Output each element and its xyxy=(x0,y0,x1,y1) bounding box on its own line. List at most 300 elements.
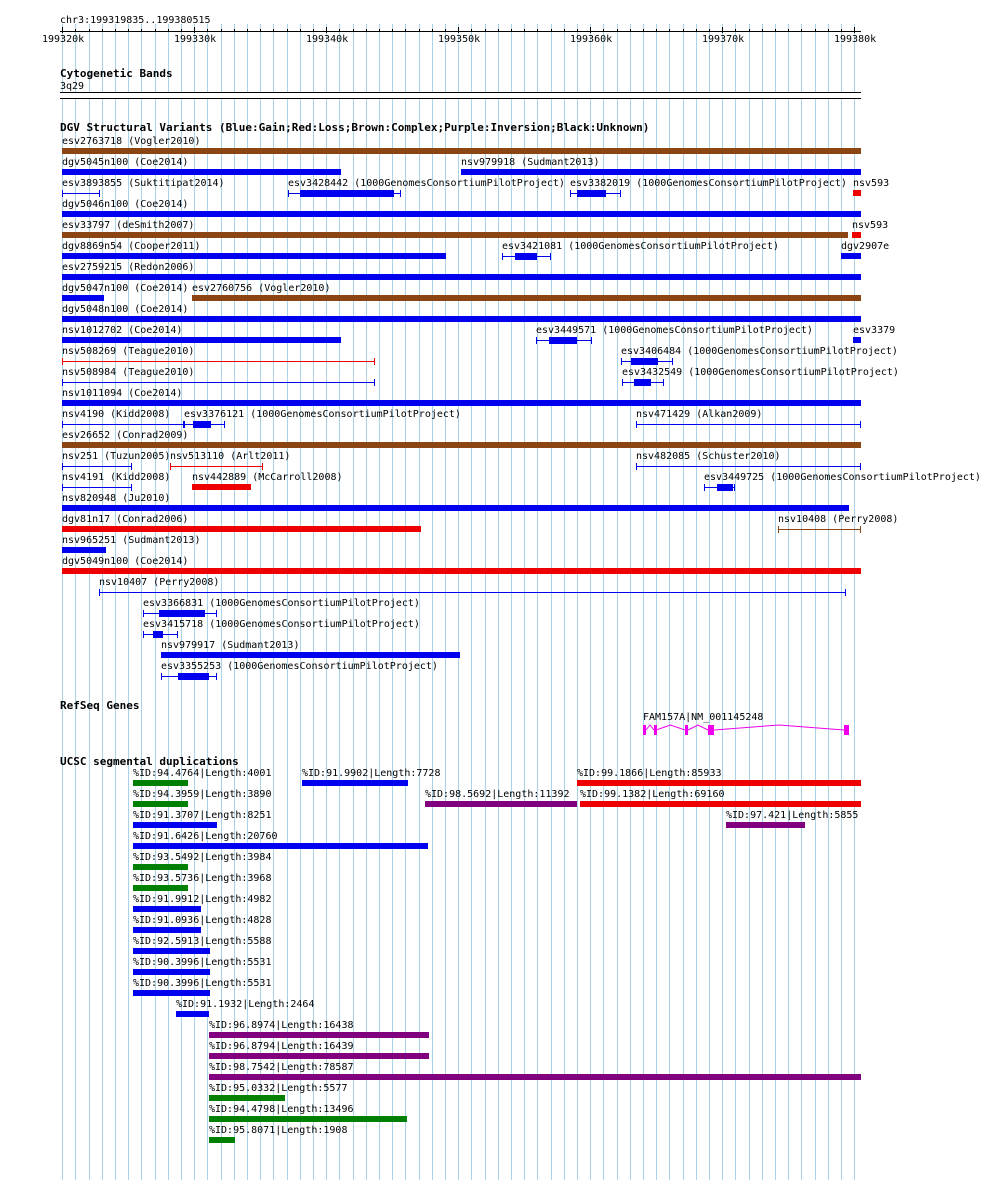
segdup-label[interactable]: %ID:93.5736|Length:3968 xyxy=(133,873,272,884)
grid-line xyxy=(445,24,446,1180)
dgv-feature-bar[interactable] xyxy=(62,169,341,175)
segdup-bar[interactable] xyxy=(580,801,861,807)
dgv-feature-cap xyxy=(374,358,375,365)
dgv-feature-label[interactable]: nsv1011094 (Coe2014) xyxy=(62,388,183,399)
dgv-feature-label[interactable]: esv3382019 (1000GenomesConsortiumPilotProject) xyxy=(570,178,847,189)
dgv-feature-label[interactable]: nsv593 xyxy=(852,220,889,231)
dgv-feature-label[interactable]: esv3415718 (1000GenomesConsortiumPilotProject) xyxy=(143,619,420,630)
ruler-tick-label: 199360k xyxy=(570,34,613,45)
dgv-feature-block[interactable] xyxy=(153,631,163,638)
grid-line xyxy=(89,24,90,1180)
dgv-feature-block[interactable] xyxy=(549,337,577,344)
dgv-feature-label[interactable]: nsv442889 (McCarroll2008) xyxy=(192,472,343,483)
grid-line xyxy=(683,24,684,1180)
ruler-minor-tick xyxy=(89,29,90,32)
segdup-label[interactable]: %ID:96.8794|Length:16439 xyxy=(209,1041,354,1052)
segdup-label[interactable]: %ID:94.4798|Length:13496 xyxy=(209,1104,354,1115)
dgv-feature-label[interactable]: dgv81n17 (Conrad2006) xyxy=(62,514,189,525)
dgv-feature-line[interactable] xyxy=(99,592,846,593)
segdup-label[interactable]: %ID:91.0936|Length:4828 xyxy=(133,915,272,926)
segdup-label[interactable]: %ID:91.1932|Length:2464 xyxy=(176,999,315,1010)
dgv-feature-bar[interactable] xyxy=(853,190,861,196)
dgv-feature-label[interactable]: nsv979918 (Sudmant2013) xyxy=(461,157,600,168)
dgv-feature-label[interactable]: nsv4190 (Kidd2008) xyxy=(62,409,171,420)
ruler-major-tick xyxy=(458,27,459,33)
gene-exon xyxy=(685,725,688,735)
ruler-minor-tick xyxy=(709,29,710,32)
dgv-feature-label[interactable]: nsv482085 (Schuster2010) xyxy=(636,451,781,462)
grid-line xyxy=(75,24,76,1180)
grid-line xyxy=(828,24,829,1180)
ruler-minor-tick xyxy=(524,29,525,32)
dgv-feature-block[interactable] xyxy=(631,358,658,365)
segdup-label[interactable]: %ID:99.1382|Length:69160 xyxy=(580,789,725,800)
segdup-bar[interactable] xyxy=(133,843,428,849)
ruler-minor-tick xyxy=(498,29,499,32)
gene-label[interactable]: FAM157A|NM_001145248 xyxy=(643,712,764,723)
dgv-feature-line[interactable] xyxy=(636,424,861,425)
dgv-feature-cap xyxy=(704,484,705,491)
segdup-bar[interactable] xyxy=(209,1116,407,1122)
dgv-feature-label[interactable]: nsv10408 (Perry2008) xyxy=(778,514,899,525)
ruler-tick-label: 199330k xyxy=(174,34,217,45)
ruler-minor-tick xyxy=(141,29,142,32)
dgv-feature-label[interactable]: dgv5046n100 (Coe2014) xyxy=(62,199,189,210)
ruler-minor-tick xyxy=(128,29,129,32)
dgv-feature-bar[interactable] xyxy=(192,484,251,490)
ruler-major-tick xyxy=(590,27,591,33)
dgv-feature-bar[interactable] xyxy=(62,568,861,574)
dgv-feature-cap xyxy=(99,190,100,197)
segdup-bar[interactable] xyxy=(209,1095,285,1101)
grid-line xyxy=(115,24,116,1180)
dgv-feature-label[interactable]: esv3376121 (1000GenomesConsortiumPilotProject) xyxy=(184,409,461,420)
ruler-minor-tick xyxy=(115,29,116,32)
dgv-feature-label[interactable]: dgv5048n100 (Coe2014) xyxy=(62,304,189,315)
dgv-feature-label[interactable]: nsv979917 (Sudmant2013) xyxy=(161,640,300,651)
segdup-label[interactable]: %ID:98.7542|Length:78587 xyxy=(209,1062,354,1073)
ruler-minor-tick xyxy=(788,29,789,32)
grid-line xyxy=(102,24,103,1180)
dgv-feature-cap xyxy=(620,190,621,197)
dgv-feature-cap xyxy=(99,589,100,596)
gene-intron xyxy=(714,725,844,730)
dgv-feature-cap xyxy=(184,421,185,428)
dgv-feature-label[interactable]: esv33797 (deSmith2007) xyxy=(62,220,195,231)
segdup-track-title: UCSC segmental duplications xyxy=(60,755,239,768)
dgv-feature-label[interactable]: esv3379 xyxy=(853,325,896,336)
dgv-feature-cap xyxy=(62,463,63,470)
ruler-minor-tick xyxy=(537,29,538,32)
dgv-feature-block[interactable] xyxy=(193,421,211,428)
ruler-minor-tick xyxy=(630,29,631,32)
ruler-minor-tick xyxy=(551,29,552,32)
ruler-minor-tick xyxy=(564,29,565,32)
dgv-feature-cap xyxy=(62,421,63,428)
segdup-bar[interactable] xyxy=(133,969,210,975)
dgv-feature-label[interactable]: nsv513110 (Arlt2011) xyxy=(170,451,291,462)
dgv-feature-cap xyxy=(216,610,217,617)
dgv-feature-cap xyxy=(216,673,217,680)
ruler-minor-tick xyxy=(392,29,393,32)
grid-line xyxy=(854,24,855,1180)
dgv-feature-cap xyxy=(131,484,132,491)
segdup-bar[interactable] xyxy=(209,1053,429,1059)
ruler-major-tick xyxy=(62,27,63,33)
ruler-major-tick xyxy=(722,27,723,33)
dgv-feature-label[interactable]: dgv5045n100 (Coe2014) xyxy=(62,157,189,168)
dgv-feature-cap xyxy=(860,526,861,533)
dgv-feature-bar[interactable] xyxy=(62,442,861,448)
segdup-bar[interactable] xyxy=(133,780,188,786)
dgv-feature-cap xyxy=(62,190,63,197)
dgv-feature-cap xyxy=(860,463,861,470)
dgv-feature-cap xyxy=(622,379,623,386)
ruler-minor-tick xyxy=(181,29,182,32)
segdup-label[interactable]: %ID:90.3996|Length:5531 xyxy=(133,978,272,989)
ruler-minor-tick xyxy=(353,29,354,32)
dgv-track-title: DGV Structural Variants (Blue:Gain;Red:Loss;Brown:Complex;Purple:Inversion;Black:Unknown) xyxy=(60,121,650,134)
grid-line xyxy=(485,24,486,1180)
dgv-feature-block[interactable] xyxy=(634,379,651,386)
dgv-feature-bar[interactable] xyxy=(852,232,861,238)
gene-model[interactable] xyxy=(643,723,862,737)
segdup-bar[interactable] xyxy=(176,1011,209,1017)
dgv-feature-cap xyxy=(170,463,171,470)
dgv-feature-bar[interactable] xyxy=(62,505,849,511)
ruler-minor-tick xyxy=(815,29,816,32)
ruler-minor-tick xyxy=(762,29,763,32)
ruler-tick-label: 199380k xyxy=(834,34,877,45)
segdup-label[interactable]: %ID:91.3707|Length:8251 xyxy=(133,810,272,821)
dgv-feature-label[interactable]: esv3432549 (1000GenomesConsortiumPilotProject) xyxy=(622,367,899,378)
dgv-feature-line[interactable] xyxy=(62,382,375,383)
refseq-track-title: RefSeq Genes xyxy=(60,699,140,712)
dgv-feature-label[interactable]: esv3366831 (1000GenomesConsortiumPilotProject) xyxy=(143,598,420,609)
dgv-feature-label[interactable]: nsv471429 (Alkan2009) xyxy=(636,409,763,420)
ruler-minor-tick xyxy=(471,29,472,32)
dgv-feature-cap xyxy=(62,484,63,491)
ruler-minor-tick xyxy=(828,29,829,32)
gene-intron xyxy=(656,725,685,730)
dgv-feature-bar[interactable] xyxy=(461,169,861,175)
segdup-bar[interactable] xyxy=(425,801,577,807)
dgv-feature-label[interactable]: nsv1012702 (Coe2014) xyxy=(62,325,183,336)
dgv-feature-cap xyxy=(570,190,571,197)
grid-line xyxy=(709,24,710,1180)
segdup-bar[interactable] xyxy=(133,885,188,891)
dgv-feature-bar[interactable] xyxy=(62,316,861,322)
dgv-feature-line[interactable] xyxy=(778,529,861,530)
dgv-feature-cap xyxy=(161,673,162,680)
cytoband-track-title: Cytogenetic Bands xyxy=(60,67,173,80)
dgv-feature-label[interactable]: nsv965251 (Sudmant2013) xyxy=(62,535,201,546)
dgv-feature-cap xyxy=(177,631,178,638)
dgv-feature-bar[interactable] xyxy=(841,253,861,259)
grid-line xyxy=(432,24,433,1180)
dgv-feature-cap xyxy=(778,526,779,533)
segdup-label[interactable]: %ID:93.5492|Length:3984 xyxy=(133,852,272,863)
ruler-minor-tick xyxy=(577,29,578,32)
ruler-minor-tick xyxy=(617,29,618,32)
dgv-feature-cap xyxy=(845,589,846,596)
grid-line xyxy=(630,24,631,1180)
ruler-tick-label: 199320k xyxy=(42,34,85,45)
segdup-bar[interactable] xyxy=(133,927,201,933)
segdup-bar[interactable] xyxy=(209,1137,235,1143)
ruler-minor-tick xyxy=(155,29,156,32)
segdup-bar[interactable] xyxy=(209,1074,861,1080)
dgv-feature-label[interactable]: esv3449571 (1000GenomesConsortiumPilotProject) xyxy=(536,325,813,336)
dgv-feature-line[interactable] xyxy=(170,466,263,467)
grid-line xyxy=(788,24,789,1180)
ruler-minor-tick xyxy=(841,29,842,32)
dgv-feature-bar[interactable] xyxy=(853,337,861,343)
segdup-label[interactable]: %ID:99.1866|Length:85933 xyxy=(577,768,722,779)
grid-line xyxy=(511,24,512,1180)
dgv-feature-label[interactable]: nsv508269 (Teague2010) xyxy=(62,346,195,357)
ruler-minor-tick xyxy=(300,29,301,32)
gene-exon xyxy=(708,725,714,735)
segdup-label[interactable]: %ID:96.8974|Length:16438 xyxy=(209,1020,354,1031)
grid-line xyxy=(590,24,591,1180)
grid-line xyxy=(801,24,802,1180)
dgv-feature-line[interactable] xyxy=(62,487,132,488)
dgv-feature-label[interactable]: nsv10407 (Perry2008) xyxy=(99,577,220,588)
dgv-feature-block[interactable] xyxy=(178,673,209,680)
ruler-minor-tick xyxy=(405,29,406,32)
ruler-minor-tick xyxy=(260,29,261,32)
cytoband-label: 3q29 xyxy=(60,81,85,92)
dgv-feature-cap xyxy=(262,463,263,470)
ruler-minor-tick xyxy=(749,29,750,32)
segdup-label[interactable]: %ID:98.5692|Length:11392 xyxy=(425,789,570,800)
dgv-feature-cap xyxy=(636,421,637,428)
dgv-feature-cap xyxy=(550,253,551,260)
dgv-feature-cap xyxy=(62,379,63,386)
grid-line xyxy=(669,24,670,1180)
ruler-minor-tick xyxy=(735,29,736,32)
dgv-feature-cap xyxy=(621,358,622,365)
segdup-bar[interactable] xyxy=(302,780,408,786)
grid-line xyxy=(564,24,565,1180)
dgv-feature-label[interactable]: esv2760756 (Vogler2010) xyxy=(192,283,331,294)
dgv-feature-block[interactable] xyxy=(159,610,205,617)
dgv-feature-label[interactable]: dgv5047n100 (Coe2014) xyxy=(62,283,189,294)
dgv-feature-line[interactable] xyxy=(62,466,132,467)
segdup-bar[interactable] xyxy=(133,948,210,954)
dgv-feature-label[interactable]: dgv8869n54 (Cooper2011) xyxy=(62,241,201,252)
dgv-feature-label[interactable]: nsv820948 (Ju2010) xyxy=(62,493,171,504)
gene-exon xyxy=(643,725,646,735)
segdup-label[interactable]: %ID:91.9902|Length:7728 xyxy=(302,768,441,779)
dgv-feature-label[interactable]: esv2763718 (Vogler2010) xyxy=(62,136,201,147)
segdup-bar[interactable] xyxy=(577,780,861,786)
grid-line xyxy=(603,24,604,1180)
dgv-feature-bar[interactable] xyxy=(62,274,861,280)
dgv-feature-label[interactable]: dgv2907e xyxy=(841,241,890,252)
ruler-minor-tick xyxy=(168,29,169,32)
ruler-minor-tick xyxy=(683,29,684,32)
grid-line xyxy=(841,24,842,1180)
segdup-bar[interactable] xyxy=(133,906,201,912)
dgv-feature-block[interactable] xyxy=(717,484,733,491)
ruler-minor-tick xyxy=(247,29,248,32)
dgv-feature-label[interactable]: esv3428442 (1000GenomesConsortiumPilotProject) xyxy=(288,178,565,189)
grid-line xyxy=(762,24,763,1180)
dgv-feature-cap xyxy=(591,337,592,344)
ruler-minor-tick xyxy=(234,29,235,32)
dgv-feature-cap xyxy=(143,631,144,638)
dgv-feature-label[interactable]: esv3355253 (1000GenomesConsortiumPilotProject) xyxy=(161,661,438,672)
dgv-feature-bar[interactable] xyxy=(62,295,104,301)
dgv-feature-cap xyxy=(672,358,673,365)
grid-line xyxy=(458,24,459,1180)
grid-line xyxy=(749,24,750,1180)
ruler-minor-tick xyxy=(379,29,380,32)
segdup-label[interactable]: %ID:91.9912|Length:4982 xyxy=(133,894,272,905)
grid-line xyxy=(735,24,736,1180)
grid-line xyxy=(815,24,816,1180)
segdup-label[interactable]: %ID:90.3996|Length:5531 xyxy=(133,957,272,968)
dgv-feature-cap xyxy=(636,463,637,470)
ruler-minor-tick xyxy=(419,29,420,32)
dgv-feature-label[interactable]: esv3449725 (1000GenomesConsortiumPilotProject) xyxy=(704,472,981,483)
segdup-label[interactable]: %ID:94.4764|Length:4001 xyxy=(133,768,272,779)
grid-line xyxy=(128,24,129,1180)
ruler-minor-tick xyxy=(339,29,340,32)
ruler-minor-tick xyxy=(432,29,433,32)
ruler-minor-tick xyxy=(366,29,367,32)
grid-line xyxy=(577,24,578,1180)
segdup-bar[interactable] xyxy=(133,801,188,807)
ruler-minor-tick xyxy=(801,29,802,32)
gene-exon xyxy=(844,725,849,735)
grid-line xyxy=(775,24,776,1180)
dgv-feature-cap xyxy=(502,253,503,260)
segdup-bar[interactable] xyxy=(133,822,217,828)
dgv-feature-line[interactable] xyxy=(62,193,100,194)
ruler-major-tick xyxy=(854,27,855,33)
dgv-feature-block[interactable] xyxy=(300,190,394,197)
grid-line xyxy=(696,24,697,1180)
segdup-label[interactable]: %ID:94.3959|Length:3890 xyxy=(133,789,272,800)
dgv-feature-line[interactable] xyxy=(62,361,375,362)
ruler-minor-tick xyxy=(485,29,486,32)
dgv-feature-bar[interactable] xyxy=(62,400,861,406)
location-label: chr3:199319835..199380515 xyxy=(60,15,211,26)
dgv-feature-label[interactable]: nsv508984 (Teague2010) xyxy=(62,367,195,378)
dgv-feature-label[interactable]: esv2759215 (Redon2006) xyxy=(62,262,195,273)
grid-line xyxy=(537,24,538,1180)
dgv-feature-bar[interactable] xyxy=(62,526,421,532)
ruler-minor-tick xyxy=(775,29,776,32)
ruler-minor-tick xyxy=(643,29,644,32)
grid-line xyxy=(524,24,525,1180)
dgv-feature-label[interactable]: nsv4191 (Kidd2008) xyxy=(62,472,171,483)
ruler-minor-tick xyxy=(696,29,697,32)
dgv-feature-bar[interactable] xyxy=(62,337,341,343)
ruler-tick-label: 199340k xyxy=(306,34,349,45)
segdup-label[interactable]: %ID:95.0332|Length:5577 xyxy=(209,1083,348,1094)
dgv-feature-label[interactable]: dgv5049n100 (Coe2014) xyxy=(62,556,189,567)
dgv-feature-cap xyxy=(860,421,861,428)
ruler-major-tick xyxy=(194,27,195,33)
dgv-feature-cap xyxy=(663,379,664,386)
ruler-minor-tick xyxy=(603,29,604,32)
grid-line xyxy=(643,24,644,1180)
segdup-label[interactable]: %ID:95.8071|Length:1908 xyxy=(209,1125,348,1136)
dgv-feature-cap xyxy=(288,190,289,197)
dgv-feature-bar[interactable] xyxy=(161,652,460,658)
dgv-feature-bar[interactable] xyxy=(62,211,861,217)
dgv-feature-bar[interactable] xyxy=(62,148,861,154)
dgv-feature-bar[interactable] xyxy=(62,232,848,238)
cytoband-bar[interactable] xyxy=(60,92,861,99)
ruler-minor-tick xyxy=(75,29,76,32)
grid-line xyxy=(617,24,618,1180)
dgv-feature-cap xyxy=(734,484,735,491)
ruler-minor-tick xyxy=(287,29,288,32)
segdup-label[interactable]: %ID:92.5913|Length:5588 xyxy=(133,936,272,947)
dgv-feature-cap xyxy=(400,190,401,197)
grid-line xyxy=(141,24,142,1180)
dgv-feature-line[interactable] xyxy=(62,424,184,425)
grid-line xyxy=(498,24,499,1180)
ruler-minor-tick xyxy=(273,29,274,32)
ruler-major-tick xyxy=(326,27,327,33)
dgv-feature-bar[interactable] xyxy=(62,547,106,553)
gene-exon xyxy=(654,725,657,735)
ruler-tick-label: 199370k xyxy=(702,34,745,45)
dgv-feature-label[interactable]: nsv593 xyxy=(853,178,890,189)
grid-line xyxy=(656,24,657,1180)
ruler-minor-tick xyxy=(207,29,208,32)
dgv-feature-label[interactable]: esv3893855 (Suktitipat2014) xyxy=(62,178,225,189)
dgv-feature-cap xyxy=(536,337,537,344)
segdup-bar[interactable] xyxy=(133,990,210,996)
dgv-feature-label[interactable]: esv26652 (Conrad2009) xyxy=(62,430,189,441)
ruler-minor-tick xyxy=(511,29,512,32)
grid-line xyxy=(471,24,472,1180)
segdup-bar[interactable] xyxy=(726,822,805,828)
dgv-feature-label[interactable]: esv3421081 (1000GenomesConsortiumPilotProject) xyxy=(502,241,779,252)
grid-line xyxy=(551,24,552,1180)
dgv-feature-block[interactable] xyxy=(577,190,606,197)
segdup-label[interactable]: %ID:97.421|Length:5855 xyxy=(726,810,859,821)
ruler-minor-tick xyxy=(656,29,657,32)
dgv-feature-label[interactable]: esv3406484 (1000GenomesConsortiumPilotProject) xyxy=(621,346,898,357)
dgv-feature-bar[interactable] xyxy=(62,253,446,259)
dgv-feature-block[interactable] xyxy=(515,253,537,260)
gene-intron xyxy=(688,725,708,730)
grid-line xyxy=(722,24,723,1180)
segdup-bar[interactable] xyxy=(133,864,188,870)
dgv-feature-cap xyxy=(374,379,375,386)
ruler-minor-tick xyxy=(102,29,103,32)
dgv-feature-cap xyxy=(62,358,63,365)
ruler-minor-tick xyxy=(445,29,446,32)
dgv-feature-bar[interactable] xyxy=(192,295,861,301)
ruler-minor-tick xyxy=(669,29,670,32)
segdup-label[interactable]: %ID:91.6426|Length:20760 xyxy=(133,831,278,842)
dgv-feature-cap xyxy=(143,610,144,617)
dgv-feature-cap xyxy=(131,463,132,470)
segdup-bar[interactable] xyxy=(209,1032,429,1038)
ruler-minor-tick xyxy=(221,29,222,32)
dgv-feature-line[interactable] xyxy=(636,466,861,467)
dgv-feature-label[interactable]: nsv251 (Tuzun2005) xyxy=(62,451,171,462)
